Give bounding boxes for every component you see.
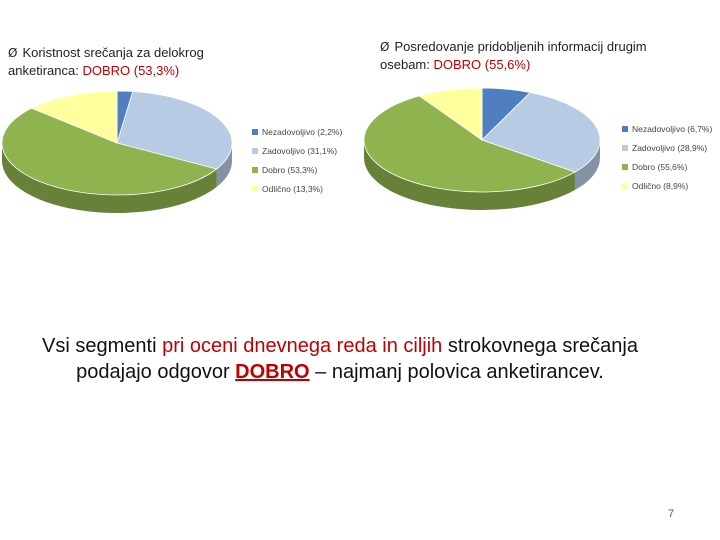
legend-label-2: Dobro (53,3%): [262, 165, 318, 175]
legend-swatch-1: [252, 148, 258, 154]
summary-part1: Vsi segmenti: [42, 335, 163, 357]
right-chart-heading: [380, 38, 710, 74]
legend-label-3: Odlično (13,3%): [262, 184, 323, 194]
legend-label-3: Odlično (8,9%): [632, 181, 689, 191]
legend-swatch-2: [622, 164, 628, 170]
pie-chart-usefulness: [0, 85, 360, 235]
legend-label-2: Dobro (55,6%): [632, 162, 688, 172]
left-heading-line2: anketiranca:: [8, 63, 79, 78]
legend-swatch-2: [252, 167, 258, 173]
bullet-arrow-icon: Ø: [380, 40, 390, 54]
right-heading-line1: Posredovanje pridobljenih informacij drugim: [394, 39, 647, 54]
legend-swatch-0: [252, 129, 258, 135]
summary-part3: strokovnega srečanja podajajo odgovor: [76, 335, 638, 383]
page-number: 7: [668, 508, 675, 520]
summary-text: [30, 333, 650, 385]
left-heading-highlight: DOBRO (53,3%): [82, 63, 180, 78]
legend-swatch-1: [622, 145, 628, 151]
legend-swatch-3: [622, 183, 628, 189]
pie-chart-information-sharing: [360, 82, 720, 232]
left-chart-heading: [8, 44, 308, 80]
legend-swatch-0: [622, 126, 628, 132]
summary-part5: – najmanj polovica anketirancev.: [309, 361, 604, 383]
bullet-arrow-icon: Ø: [8, 46, 18, 60]
right-heading-highlight: DOBRO (55,6%): [433, 57, 531, 72]
legend-label-1: Zadovoljivo (28,9%): [632, 143, 708, 153]
legend-label-0: Nezadovoljivo (2,2%): [262, 127, 343, 137]
summary-answer: DOBRO: [235, 361, 310, 383]
legend-label-1: Zadovoljivo (31,1%): [262, 146, 338, 156]
legend-swatch-3: [252, 186, 258, 192]
right-heading-line2: osebam:: [380, 57, 430, 72]
summary-highlight: pri oceni dnevnega reda in ciljih: [162, 335, 443, 357]
legend-label-0: Nezadovoljivo (6,7%): [632, 124, 713, 134]
left-heading-line1: Koristnost srečanja za delokrog: [22, 45, 204, 60]
